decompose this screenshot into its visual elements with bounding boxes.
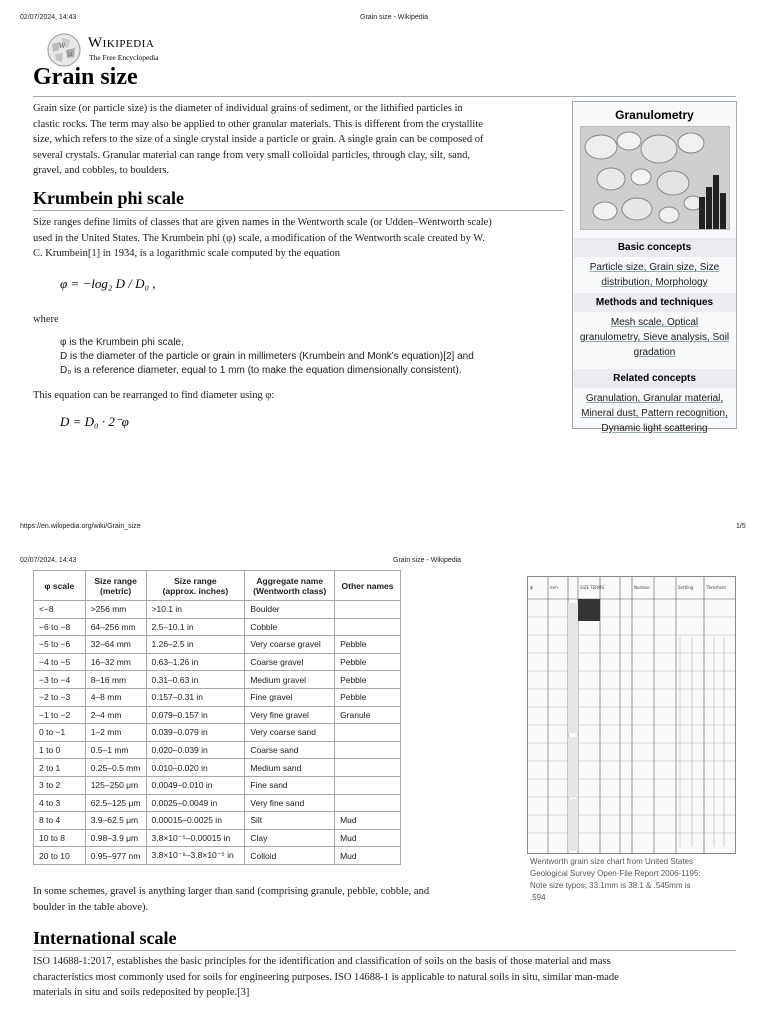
intro-line: Grain size (or particle size) is the diameter of individual grains of sediment, or the lithified particles in	[33, 103, 463, 114]
intro-line: several crystals. Granular material can range from very small colloidal particles, through clay, silt, sand,	[33, 149, 470, 161]
rearranged-text: This equation can be rearranged to find diameter using φ:	[33, 390, 275, 401]
table-row	[34, 794, 401, 812]
infobox-title: Granulometry	[615, 108, 694, 122]
table-cell: Colloid	[245, 847, 335, 865]
table-cell: Very fine gravel	[245, 706, 335, 724]
table-cell	[335, 741, 401, 759]
where-label: where	[33, 314, 59, 325]
table-header-cell: Size range (approx. inches)	[146, 571, 245, 601]
infobox-link-line[interactable]: Mesh scale, Optical	[610, 317, 699, 328]
table-cell: Mud	[335, 847, 401, 865]
table-row	[34, 724, 401, 742]
infobox-basic-concepts-links[interactable]	[573, 257, 736, 293]
table-cell: 0.079–0.157 in	[146, 706, 245, 724]
table-cell: 125–250 μm	[85, 776, 146, 794]
table-row	[34, 706, 401, 724]
definition-item: D₀ is a reference diameter, equal to 1 mm (to make the equation dimensionally consistent).	[60, 365, 462, 376]
print-header-datetime: 02/07/2024, 14:43	[20, 557, 77, 564]
table-row	[34, 759, 401, 777]
table-cell: 3.8×10⁻⁵–0.00015 in	[146, 829, 245, 847]
table-header-cell: φ scale	[34, 571, 86, 601]
section-heading-international: International scale	[33, 928, 177, 948]
infobox-link-line[interactable]: gradation	[633, 347, 676, 358]
definition-item: φ is the Krumbein phi scale,	[60, 337, 184, 348]
table-body	[34, 601, 401, 865]
svg-text:Ω: Ω	[68, 52, 73, 58]
infobox-methods-heading: Methods and techniques	[573, 293, 736, 312]
table-row	[34, 776, 401, 794]
table-cell: Cobble	[245, 618, 335, 636]
table-cell: 3.9–62.5 μm	[85, 812, 146, 830]
table-cell: 62.5–125 μm	[85, 794, 146, 812]
infobox-granulometry	[572, 101, 737, 434]
table-cell	[335, 794, 401, 812]
table-cell: 8 to 4	[34, 812, 86, 830]
table-row	[34, 671, 401, 689]
print-footer-page: 1/5	[736, 523, 746, 530]
table-cell: >256 mm	[85, 601, 146, 619]
table-cell: 0.25–0.5 mm	[85, 759, 146, 777]
table-row	[34, 829, 401, 847]
table-row	[34, 601, 401, 619]
table-cell: 10 to 8	[34, 829, 86, 847]
svg-text:SIZE TERMS: SIZE TERMS	[580, 585, 604, 590]
table-cell: 8–16 mm	[85, 671, 146, 689]
print-header-title: Grain size - Wikipedia	[393, 557, 462, 564]
print-footer-url[interactable]: https://en.wikipedia.org/wiki/Grain_size	[20, 523, 141, 530]
svg-text:Settling: Settling	[678, 585, 694, 590]
table-cell: Mud	[335, 812, 401, 830]
table-cell: Pebble	[335, 653, 401, 671]
table-cell: >10.1 in	[146, 601, 245, 619]
caption-line: Geological Survey Open-File Report 2006-1195:	[530, 869, 701, 878]
table-cell: Mud	[335, 829, 401, 847]
table-cell: Fine gravel	[245, 688, 335, 706]
table-cell: 32–64 mm	[85, 636, 146, 654]
table-cell: Very fine sand	[245, 794, 335, 812]
infobox-link-line[interactable]: Dynamic light scattering	[601, 423, 708, 434]
table-cell: 1–2 mm	[85, 724, 146, 742]
table-cell: 64–256 mm	[85, 618, 146, 636]
table-row	[34, 653, 401, 671]
table-cell: 1.26–2.5 in	[146, 636, 245, 654]
krumbein-line: Size ranges define limits of classes that are given names in the Wentworth scale (or Udden–Wentworth scale)	[33, 217, 492, 228]
grain-size-table	[33, 570, 401, 865]
table-cell: 0.0049–0.010 in	[146, 776, 245, 794]
table-cell: Pebble	[335, 688, 401, 706]
svg-text:Threshold: Threshold	[706, 585, 726, 590]
svg-text:mm: mm	[550, 585, 558, 590]
intro-paragraph	[33, 101, 563, 179]
table-header-cell: Size range (metric)	[85, 571, 146, 601]
international-paragraph	[33, 954, 743, 1001]
krumbein-paragraph	[33, 215, 563, 262]
table-cell: Very coarse sand	[245, 724, 335, 742]
caption-line: Note size typos; 33.1mm is 38.1 & .545mm is	[530, 881, 691, 890]
table-cell: 0.31–0.63 in	[146, 671, 245, 689]
print-header-datetime: 02/07/2024, 14:43	[20, 14, 77, 21]
intro-line: clastic rocks. The term may also be applied to other granular materials. This is different from the crystallite	[33, 118, 483, 130]
table-cell: 4 to 3	[34, 794, 86, 812]
intl-line: characteristics most commonly used for soils for engineering purposes. ISO 14688-1 is applicable to natural soils in situ, similar man-made	[33, 971, 619, 983]
infobox-related-heading: Related concepts	[573, 369, 736, 388]
krumbein-line: used in the United States. The Krumbein phi (φ) scale, a modification of the Wentworth scale created by W.	[33, 232, 485, 244]
table-cell: Medium gravel	[245, 671, 335, 689]
table-cell: 3.8×10⁻⁸–3.8×10⁻⁵ in	[146, 847, 245, 865]
table-cell	[335, 601, 401, 619]
definition-list	[60, 336, 560, 378]
note-line: boulder in the table above).	[33, 901, 149, 913]
table-row	[34, 847, 401, 865]
table-cell: Boulder	[245, 601, 335, 619]
krumbein-line: C. Krumbein[1] in 1934, is a logarithmic scale computed by the equation	[33, 248, 341, 259]
table-cell: Medium sand	[245, 759, 335, 777]
table-cell: −4 to −5	[34, 653, 86, 671]
diameter-equation: D = D₀ · 2⁻φ	[60, 414, 129, 429]
table-cell: Pebble	[335, 636, 401, 654]
table-cell: 0.157–0.31 in	[146, 688, 245, 706]
section-heading-krumbein: Krumbein phi scale	[33, 188, 185, 208]
intro-line: size, which refers to the size of a single crystal inside a particle or grain. A single grain can be composed of	[33, 134, 484, 145]
svg-text:Number: Number	[634, 585, 651, 590]
table-header-row	[34, 571, 401, 601]
table-cell: 20 to 10	[34, 847, 86, 865]
chart-caption	[530, 856, 740, 904]
table-cell: Coarse sand	[245, 741, 335, 759]
intl-line: materials in situ and soils redeposited by people.[3]	[33, 987, 250, 998]
table-cell: Very coarse gravel	[245, 636, 335, 654]
infobox-link-line[interactable]: distribution, Morphology	[601, 277, 708, 288]
infobox-basic-concepts-heading: Basic concepts	[573, 238, 736, 257]
title-divider	[33, 96, 736, 97]
note-line: In some schemes, gravel is anything larger than sand (comprising granule, pebble, cobble, and	[33, 886, 430, 897]
infobox-methods-links[interactable]	[573, 312, 736, 363]
table-cell: Clay	[245, 829, 335, 847]
caption-line: Wentworth grain size chart from United States	[530, 857, 694, 866]
caption-line: .594	[530, 893, 546, 902]
intro-line: gravel, and cobbles, to boulders.	[33, 165, 170, 176]
table-cell: 16–32 mm	[85, 653, 146, 671]
infobox-related-links[interactable]	[573, 388, 736, 439]
table-cell: 3 to 2	[34, 776, 86, 794]
page-title: Grain size	[33, 64, 138, 90]
infobox-link-line[interactable]: Particle size, Grain size, Size	[589, 262, 720, 273]
svg-text:W: W	[59, 43, 66, 50]
table-cell	[335, 759, 401, 777]
gravel-note	[33, 884, 523, 915]
table-cell: 2 to 1	[34, 759, 86, 777]
wikipedia-tagline: The Free Encyclopedia	[89, 53, 159, 62]
table-cell: 0.020–0.039 in	[146, 741, 245, 759]
table-cell	[335, 618, 401, 636]
table-cell: 2.5–10.1 in	[146, 618, 245, 636]
print-header-title: Grain size - Wikipedia	[360, 14, 429, 21]
table-cell: 4–8 mm	[85, 688, 146, 706]
phi-equation: φ = −log₂ D / D₀ ,	[60, 276, 156, 291]
table-cell: 0.98–3.9 μm	[85, 829, 146, 847]
table-cell	[335, 776, 401, 794]
table-cell: −6 to −8	[34, 618, 86, 636]
table-cell: Pebble	[335, 671, 401, 689]
table-cell	[335, 724, 401, 742]
table-row	[34, 618, 401, 636]
table-cell: 0.039–0.079 in	[146, 724, 245, 742]
svg-text:ϕ: ϕ	[530, 585, 533, 590]
definition-item: D is the diameter of the particle or grain in millimeters (Krumbein and Monk's equation)[2] and	[60, 351, 474, 362]
table-row	[34, 812, 401, 830]
table-cell: Coarse gravel	[245, 653, 335, 671]
table-cell: −5 to −6	[34, 636, 86, 654]
section-divider	[33, 950, 736, 951]
wikipedia-wordmark[interactable]: Wikipedia	[88, 35, 155, 51]
table-cell: −1 to −2	[34, 706, 86, 724]
table-row	[34, 741, 401, 759]
wikipedia-globe-icon[interactable]	[46, 32, 82, 68]
table-cell: Fine sand	[245, 776, 335, 794]
table-row	[34, 636, 401, 654]
table-cell: 0.95–977 nm	[85, 847, 146, 865]
table-row	[34, 688, 401, 706]
table-cell: −3 to −4	[34, 671, 86, 689]
infobox-link-line[interactable]: Granulation, Granular material,	[585, 393, 724, 404]
table-cell: 0.0025–0.0049 in	[146, 794, 245, 812]
table-cell: 0.00015–0.0025 in	[146, 812, 245, 830]
table-cell: 0 to −1	[34, 724, 86, 742]
intl-line: ISO 14688-1:2017, establishes the basic principles for the identification and classification of soils on the basis of those material and mass	[33, 956, 611, 967]
granulometry-image[interactable]	[580, 126, 730, 230]
wentworth-chart-image[interactable]	[527, 576, 736, 854]
table-cell: 0.63–1.26 in	[146, 653, 245, 671]
table-cell: 0.010–0.020 in	[146, 759, 245, 777]
table-cell: 0.5–1 mm	[85, 741, 146, 759]
table-cell: <−8	[34, 601, 86, 619]
table-cell: Granule	[335, 706, 401, 724]
table-header-cell: Other names	[335, 571, 401, 601]
table-cell: −2 to −3	[34, 688, 86, 706]
table-header-cell: Aggregate name (Wentworth class)	[245, 571, 335, 601]
table-cell: 1 to 0	[34, 741, 86, 759]
section-divider	[33, 210, 563, 211]
infobox-link-line[interactable]: granulometry, Sieve analysis, Soil	[579, 332, 730, 343]
table-cell: Silt	[245, 812, 335, 830]
table-cell: 2–4 mm	[85, 706, 146, 724]
infobox-link-line[interactable]: Mineral dust, Pattern recognition,	[581, 408, 728, 419]
